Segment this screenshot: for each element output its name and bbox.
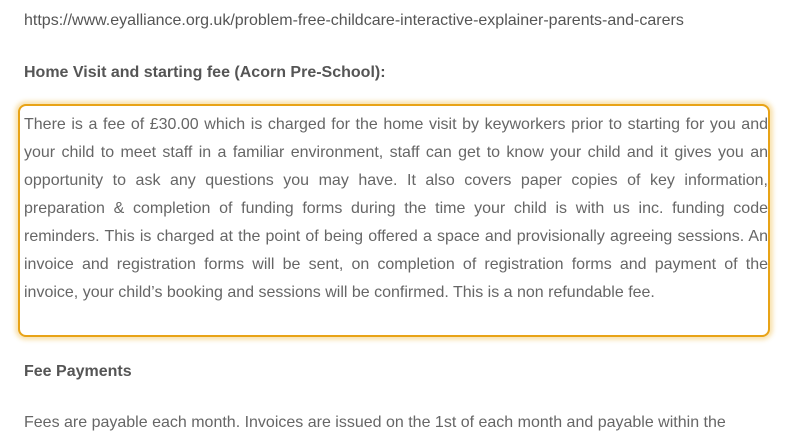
home-visit-heading: Home Visit and starting fee (Acorn Pre-School): xyxy=(24,64,386,81)
fee-payments-text: Fees are payable each month. Invoices are issued on the 1st of each month and payable within the xyxy=(24,414,726,431)
source-url-text: https://www.eyalliance.org.uk/problem-free-childcare-interactive-explainer-parents-and-carers xyxy=(24,12,684,29)
fee-payments-heading: Fee Payments xyxy=(24,363,132,380)
home-visit-fee-paragraph: There is a fee of £30.00 which is charged for the home visit by keyworkers prior to starting for you and your child to meet staff in a familiar environment, staff can get to know your child and it gives you an opportunity to ask any questions you may have. It also covers paper copies of key information, preparation & completion of funding forms during the time your child is with us inc. funding code reminders. This is charged at the point of being offered a space and provisionally agreeing sessions. An invoice and registration forms will be sent, on completion of registration forms and payment of the invoice, your child’s booking and sessions will be confirmed. This is a non refundable fee. xyxy=(24,116,768,301)
